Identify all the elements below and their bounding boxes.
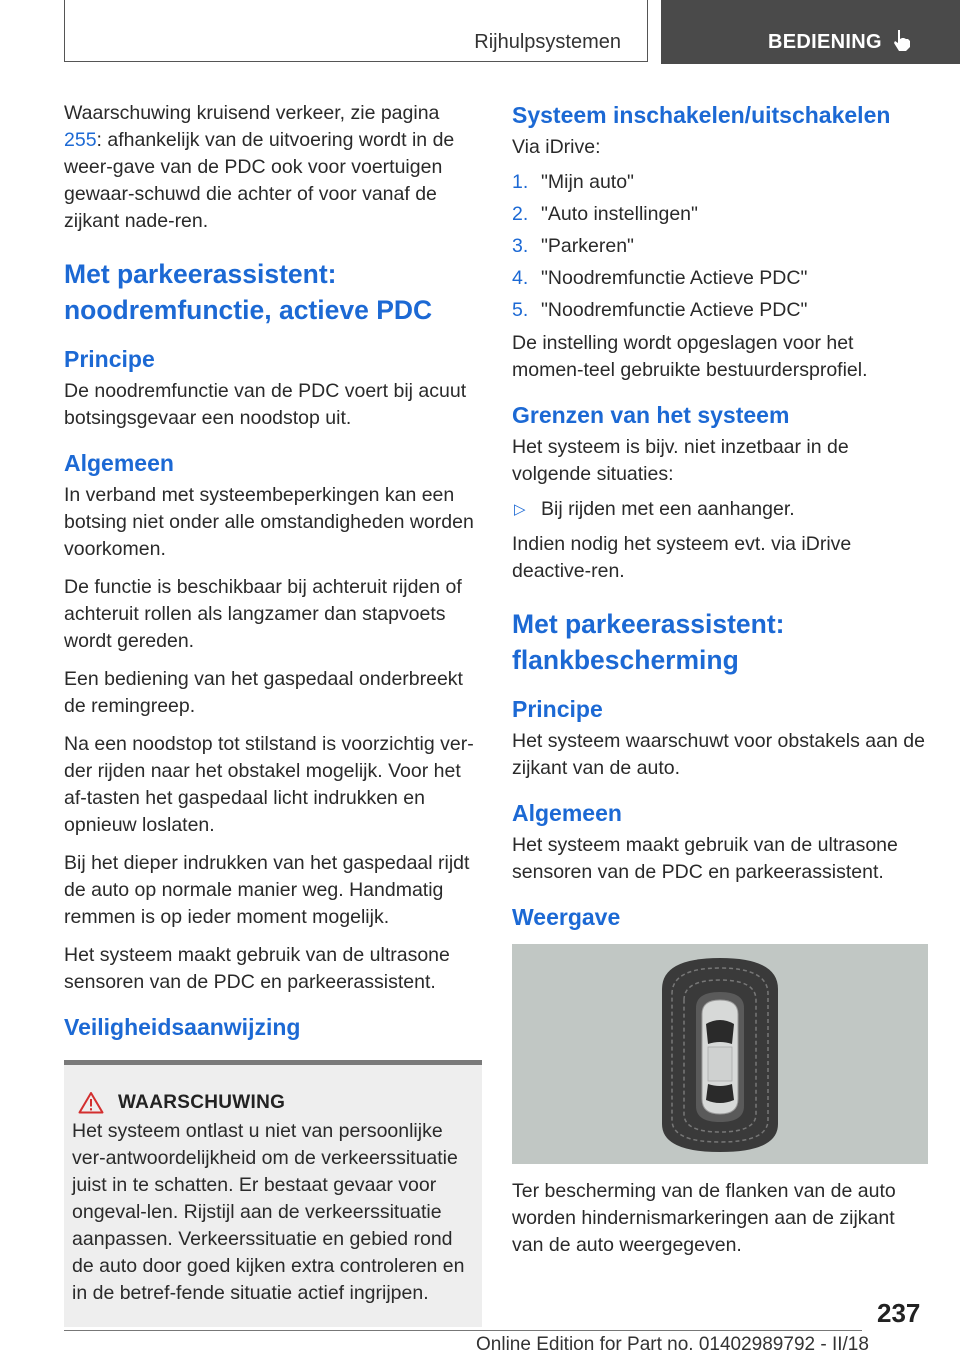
instelling-text: De instelling wordt opgeslagen voor het momen-teel gebruikte bestuurdersprofiel. <box>512 332 868 381</box>
step-text: "Auto instellingen" <box>541 203 698 225</box>
footer-edition: Online Edition for Part no. 01402989792 - II/18 <box>476 1334 869 1355</box>
idrive-steps-list <box>512 169 928 324</box>
algemeen-paragraph-1: In verband met systeembeperkingen kan een botsing niet onder alle omstandigheden worden voorkomen. <box>64 484 474 560</box>
intro-paragraph <box>64 100 482 235</box>
principe-heading: Principe <box>64 346 155 372</box>
warning-box <box>64 1060 482 1327</box>
header-chapter-title: BEDIENING <box>768 31 882 53</box>
intro-rest: : afhankelijk van de uitvoering wordt in de weer-gave van de PDC ook voor voertuigen gewaar-schuwd die achter of voor vanaf de zijkant nade-ren. <box>64 129 455 232</box>
warning-triangle-icon <box>78 1091 104 1114</box>
step-number: 4. <box>512 267 529 289</box>
deactive-text: Indien nodig het systeem evt. via iDrive deactive-ren. <box>512 533 852 582</box>
principe-text-right: Het systeem waarschuwt voor obstakels aan de zijkant van de auto. <box>512 730 925 779</box>
algemeen-paragraph-2: De functie is beschikbaar bij achteruit rijden of achteruit rollen als langzamer dan stapvoets wordt gereden. <box>64 576 462 652</box>
grenzen-bullet-list <box>512 496 928 523</box>
car-top-view-illustration <box>512 944 928 1164</box>
algemeen-paragraph-3: Een bediening van het gaspedaal onderbreekt de remingreep. <box>64 668 463 717</box>
algemeen-text-right: Het systeem maakt gebruik van de ultrasone sensoren van de PDC en parkeerassistent. <box>512 834 898 883</box>
list-item <box>512 265 928 292</box>
header-chapter-tab <box>661 0 960 64</box>
algemeen-paragraph-5: Bij het dieper indrukken van het gaspedaal rijdt de auto op normale manier weg. Handmatig remmen is op ieder moment mogelijk. <box>64 852 470 928</box>
principe-text: De noodremfunctie van de PDC voert bij acuut botsingsgevaar een noodstop uit. <box>64 380 467 429</box>
algemeen-heading: Algemeen <box>64 450 174 476</box>
figure-caption: Ter bescherming van de flanken van de auto worden hindernismarkeringen aan de zijkant van de auto weergegeven. <box>512 1180 896 1256</box>
list-item <box>512 201 928 228</box>
principe-heading-right: Principe <box>512 696 603 722</box>
list-item <box>512 496 928 523</box>
header-section-tab <box>64 0 648 62</box>
step-number: 2. <box>512 203 529 225</box>
section-heading-noodremfunctie: Met parkeerassistent: noodremfunctie, actieve PDC <box>64 259 433 325</box>
warning-title-row <box>72 1091 474 1114</box>
intro-text: Waarschuwing kruisend verkeer, zie pagina <box>64 102 440 124</box>
step-number: 3. <box>512 235 529 257</box>
step-number: 1. <box>512 171 529 193</box>
list-item <box>512 297 928 324</box>
right-column <box>512 100 928 1270</box>
via-idrive-text: Via iDrive: <box>512 136 601 158</box>
list-item <box>512 169 928 196</box>
left-column <box>64 100 482 1327</box>
step-text: "Mijn auto" <box>541 171 634 193</box>
grenzen-text: Het systeem is bijv. niet inzetbaar in de volgende situaties: <box>512 436 849 485</box>
page-link[interactable]: 255 <box>64 129 97 151</box>
step-number: 5. <box>512 299 529 321</box>
list-item <box>512 233 928 260</box>
page-number: 237 <box>877 1298 921 1328</box>
systeem-heading: Systeem inschakelen/uitschakelen <box>512 102 891 128</box>
veiligheid-heading: Veiligheidsaanwijzing <box>64 1014 301 1040</box>
step-text: "Noodremfunctie Actieve PDC" <box>541 267 808 289</box>
header-section-title: Rijhulpsystemen <box>474 31 621 53</box>
bullet-text: Bij rijden met een aanhanger. <box>541 498 795 520</box>
section-heading-flankbescherming: Met parkeerassistent: flankbescherming <box>512 609 785 675</box>
footer-divider <box>64 1330 862 1331</box>
flank-protection-display-image <box>512 944 928 1164</box>
step-text: "Noodremfunctie Actieve PDC" <box>541 299 808 321</box>
weergave-heading: Weergave <box>512 904 621 930</box>
pointing-hand-icon <box>891 28 913 52</box>
algemeen-paragraph-4: Na een noodstop tot stilstand is voorzichtig ver-der rijden naar het obstakel mogelijk. Voor het af-tasten het gaspedaal licht indrukken en opnieuw loslaten. <box>64 733 474 836</box>
bullet-triangle-icon: ▷ <box>514 501 526 518</box>
warning-text: Het systeem ontlast u niet van persoonlijke ver-antwoordelijkheid om de verkeerssituatie juist in te schatten. Er bestaat gevaar voor ongeval-len. Rijstijl aan de verkeerssituatie aanpassen. Verkeerssituatie en gebied rond de auto door goed kijken extra controleren en in de betref-fende situatie actief ingrijpen. <box>72 1120 465 1304</box>
algemeen-paragraph-6: Het systeem maakt gebruik van de ultrasone sensoren van de PDC en parkeerassistent. <box>64 944 450 993</box>
algemeen-heading-right: Algemeen <box>512 800 622 826</box>
grenzen-heading: Grenzen van het systeem <box>512 402 790 428</box>
step-text: "Parkeren" <box>541 235 634 257</box>
warning-title: WAARSCHUWING <box>118 1091 286 1113</box>
